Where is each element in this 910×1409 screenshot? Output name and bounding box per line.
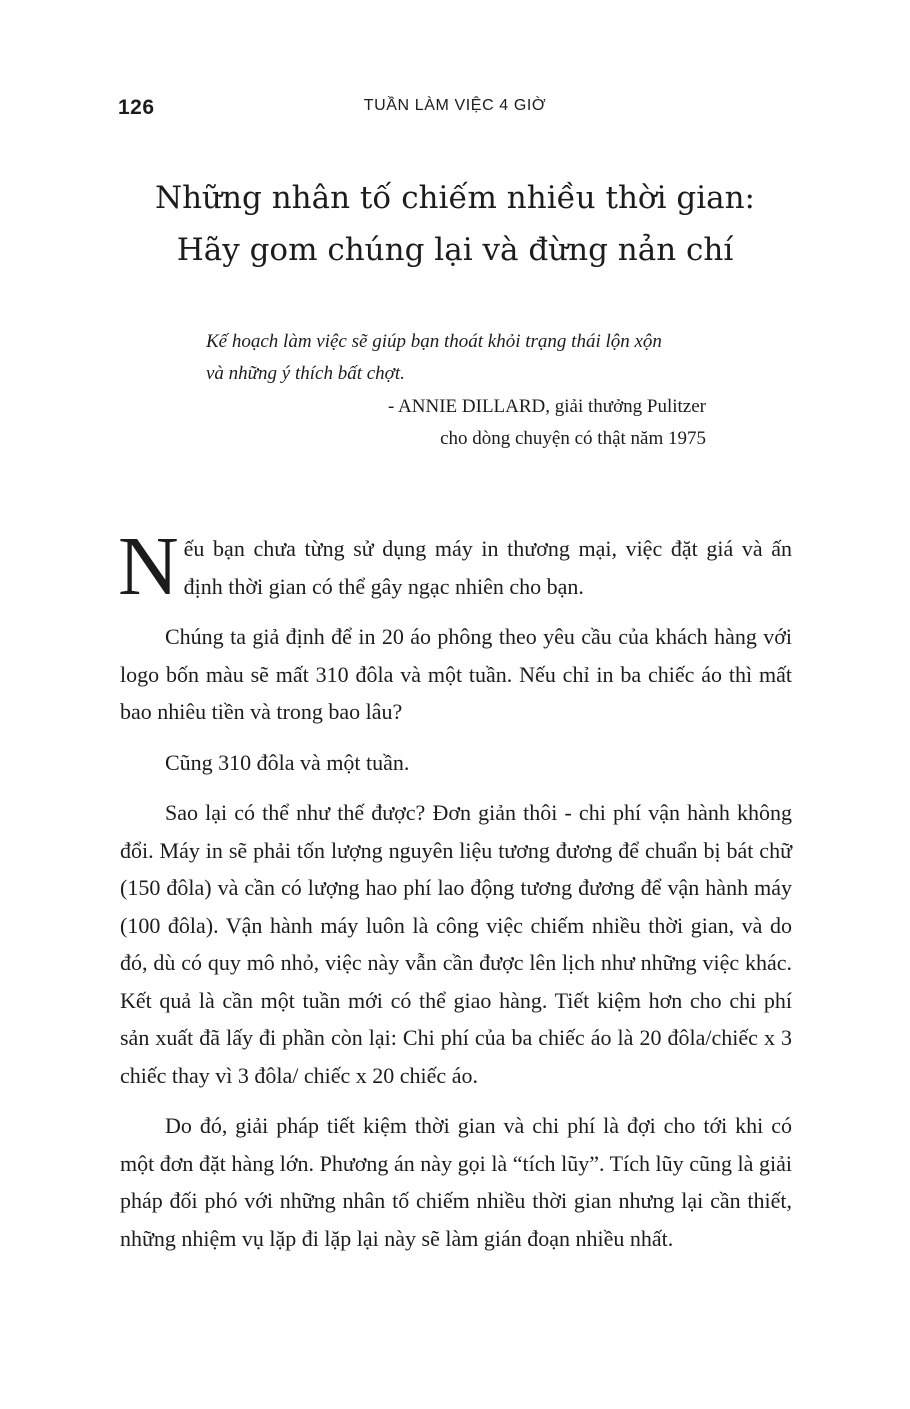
page-number: 126 [118, 96, 155, 119]
body-paragraph-4: Sao lại có thể như thế được? Đơn giản thôi - chi phí vận hành không đổi. Máy in sẽ phải tốn lượng nguyên liệu tương đương để chuẩn bị bát chữ (150 đôla) và cần có lượng hao phí lao động tương đương để vận hành máy (100 đôla). Vận hành máy luôn là công việc chiếm nhiều thời gian, và do đó, dù có quy mô nhỏ, việc này vẫn cần được lên lịch như những việc khác. Kết quả là cần một tuần mới có thể giao hàng. Tiết kiệm hơn cho chi phí sản xuất đã lấy đi phần còn lại: Chi phí của ba chiếc áo là 20 đôla/chiếc x 3 chiếc thay vì 3 đôla/ chiếc x 20 chiếc áo. [120, 800, 792, 1088]
epigraph-attribution-line-1: - ANNIE DILLARD, giải thưởng Pulitzer [388, 396, 706, 417]
body-paragraph-3: Cũng 310 đôla và một tuần. [165, 749, 410, 775]
drop-cap: N [118, 520, 179, 613]
running-header: TUẦN LÀM VIỆC 4 GIỜ [363, 97, 547, 114]
body-text [118, 520, 792, 1270]
chapter-title-line-1: Những nhân tố chiếm nhiều thời gian: [154, 180, 756, 216]
epigraph-quote-line-2: và những ý thích bất chợt. [206, 363, 405, 384]
epigraph-quote-line-1: Kế hoạch làm việc sẽ giúp bạn thoát khỏi trạng thái lộn xộn [206, 331, 662, 352]
body-paragraph-1 [118, 520, 792, 613]
chapter-title [80, 172, 830, 276]
epigraph-quote [206, 326, 706, 390]
epigraph-attribution-line-2: cho dòng chuyện có thật năm 1975 [440, 428, 706, 449]
epigraph [206, 326, 706, 455]
epigraph-attribution [206, 391, 706, 455]
body-paragraph-5: Do đó, giải pháp tiết kiệm thời gian và chi phí là đợi cho tới khi có một đơn đặt hàng lớn. Phương án này gọi là “tích lũy”. Tích lũy cũng là giải pháp đối phó với những nhân tố chiếm nhiều thời gian nhưng lại cần thiết, những nhiệm vụ lặp đi lặp lại này sẽ làm gián đoạn nhiều nhất. [120, 1113, 792, 1251]
body-paragraph-2: Chúng ta giả định để in 20 áo phông theo yêu cầu của khách hàng với logo bốn màu sẽ mất 310 đôla và một tuần. Nếu chỉ in ba chiếc áo thì mất bao nhiêu tiền và trong bao lâu? [120, 624, 792, 724]
chapter-title-line-2: Hãy gom chúng lại và đừng nản chí [176, 232, 734, 268]
body-paragraph-1-text: ếu bạn chưa từng sử dụng máy in thương mại, việc đặt giá và ấn định thời gian có thể gây ngạc nhiên cho bạn. [183, 536, 792, 599]
